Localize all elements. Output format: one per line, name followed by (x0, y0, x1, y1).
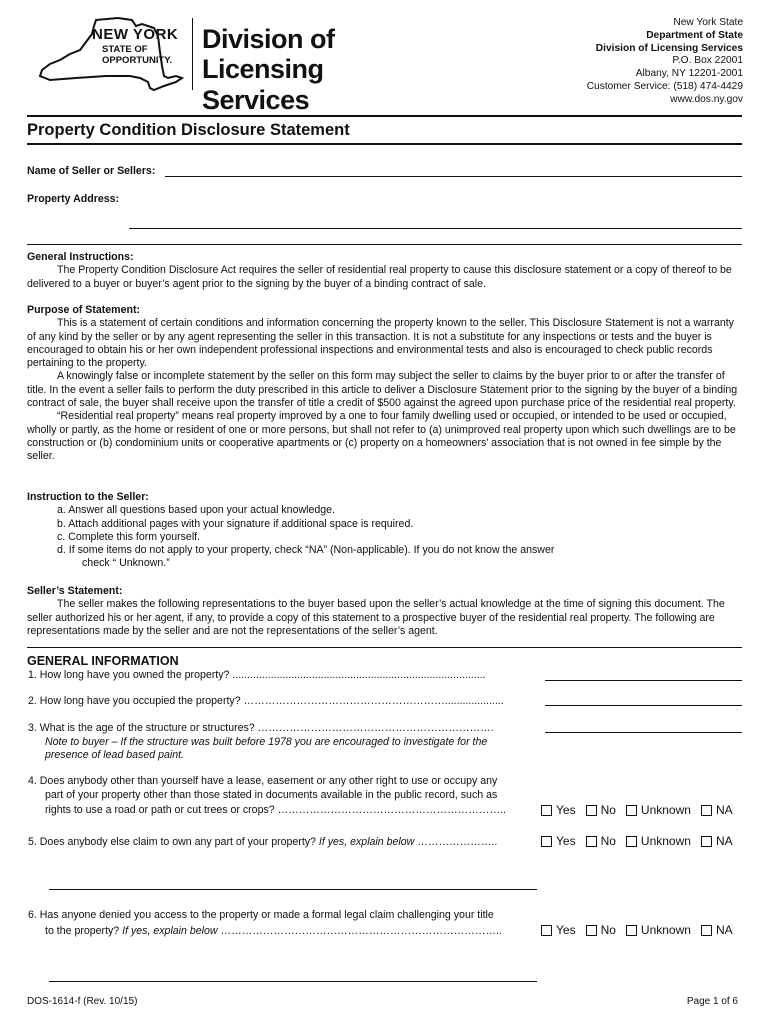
address-line4: P.O. Box 22001 (672, 55, 743, 67)
q4-yes-option[interactable] (541, 803, 576, 817)
question-4-options (541, 803, 743, 817)
general-instructions (27, 251, 743, 291)
q6-unknown-label: Unknown (640, 923, 691, 937)
general-instructions-body: The Property Condition Disclosure Act requires the seller of residential real property to cause this disclosure statement or a copy of thereof to be delivered to a buyer or buyer’s agent prior to the signing by the buyer of a binding contract of sale. (27, 264, 732, 290)
title-rule-top (27, 115, 742, 117)
seller-name-label: Name of Seller or Sellers: (27, 165, 156, 177)
question-5-explain: If yes, explain below (318, 836, 415, 848)
q6-yes-option[interactable] (541, 923, 576, 937)
question-2: 2. How long have you occupied the property? ………………………………………………….................... (28, 695, 504, 707)
instruction-to-seller (27, 491, 743, 571)
question-6-line2 (45, 925, 535, 937)
sellers-statement-heading: Seller’s Statement: (27, 585, 123, 597)
question-5-dots: ………………….. (417, 836, 498, 848)
q5-na-label: NA (715, 834, 733, 848)
q4-na-checkbox[interactable] (701, 805, 712, 816)
q5-no-checkbox[interactable] (586, 836, 597, 847)
question-3: 3. What is the age of the structure or structures? …………………………………………………………. (28, 722, 494, 734)
question-6-line1: 6. Has anyone denied you access to the property or made a formal legal claim challenging your title (28, 909, 494, 921)
q6-no-label: No (600, 923, 616, 937)
q5-na-checkbox[interactable] (701, 836, 712, 847)
q6-na-label: NA (715, 923, 733, 937)
property-address-label: Property Address: (27, 193, 120, 205)
property-address-field-line1[interactable] (129, 228, 742, 229)
address-line1: New York State (673, 17, 743, 28)
logo-state-name: NEW YORK (92, 26, 179, 43)
instruction-item-c: c. Complete this form yourself. (57, 530, 201, 543)
q4-yes-label: Yes (556, 803, 576, 817)
form-number: DOS-1614-f (Rev. 10/15) (27, 996, 138, 1007)
address-line5: Albany, NY 12201-2001 (635, 68, 743, 80)
answer-field-3[interactable] (545, 732, 742, 733)
q4-na-option[interactable] (701, 803, 733, 817)
question-3-note-line1: Note to buyer – If the structure was built before 1978 you are encouraged to investigate for the (45, 736, 488, 748)
website-link[interactable]: www.dos.ny.gov (670, 93, 743, 105)
q4-no-label: No (600, 803, 616, 817)
q5-unknown-option[interactable] (626, 834, 691, 848)
logo-tagline-2: OPPORTUNITY. (102, 55, 173, 66)
sellers-statement-body: The seller makes the following representations to the buyer based upon the seller’s actual knowledge at the time of signing this document. The seller authorized his or her agent, if any, to provide a copy of this statement to a prospective buyer of the residential real property. The following are representations made by the seller and are not the representations of the seller’s agent. (27, 598, 725, 637)
division-title-line1: Division of (202, 24, 335, 54)
q5-no-option[interactable] (586, 834, 616, 848)
general-instructions-heading: General Instructions: (27, 251, 134, 263)
q6-yes-label: Yes (556, 923, 576, 937)
q6-no-checkbox[interactable] (586, 925, 597, 936)
seller-name-field[interactable] (165, 176, 742, 177)
question-6-explain: If yes, explain below (122, 925, 218, 937)
purpose-paragraph-3: “Residential real property” means real property improved by a one to four family dwelling used or occupied, or intended to be used or occupied, wholly or partly, as the home or resident of one or more persons, but shall not refer to (a) unimproved real property upon which such dwellings are to be construction or (b) condominium units or cooperative apartments or (c) property on a homeowners’ association that is not owned in fee simple by the seller. (27, 410, 736, 463)
address-line6: Customer Service: (518) 474-4429 (586, 80, 743, 92)
q6-no-option[interactable] (586, 923, 616, 937)
nys-logo (36, 16, 416, 115)
q5-yes-label: Yes (556, 834, 576, 848)
address-line3: Division of Licensing Services (595, 42, 743, 54)
question-6-dots: …………………………………………………………………….. (220, 925, 502, 937)
q5-unknown-checkbox[interactable] (626, 836, 637, 847)
question-1: 1. How long have you owned the property? ...................................................................................... (28, 669, 486, 681)
purpose-paragraph-1: This is a statement of certain conditions and information concerning the property known to the seller. This Disclosure Statement is not a warranty of any kind by the seller or by any agent representing the seller in this transaction. It is not a substitute for any inspections or tests and the buyer is encouraged to obtain his or her own independent professional inspections and environmental tests and also is encouraged to check public records pertaining to the property. (27, 317, 734, 370)
instruction-item-d-cont: check “ Unknown.” (82, 557, 170, 570)
question-5-options (541, 834, 743, 848)
question-3-note-line2: presence of lead based paint. (45, 749, 184, 761)
question-5-explanation-field[interactable] (49, 889, 537, 890)
q6-na-checkbox[interactable] (701, 925, 712, 936)
title-rule-bottom (27, 143, 742, 145)
question-4-line2: part of your property other than those stated in documents available in the public record, such as (45, 789, 498, 801)
question-4-line1: 4. Does anybody other than yourself have a lease, easement or any other right to use or occupy any (28, 775, 498, 787)
q6-unknown-checkbox[interactable] (626, 925, 637, 936)
purpose-heading: Purpose of Statement: (27, 304, 141, 316)
q6-yes-checkbox[interactable] (541, 925, 552, 936)
question-5-text: 5. Does anybody else claim to own any part of your property? (28, 836, 316, 848)
q4-unknown-option[interactable] (626, 803, 691, 817)
q4-no-checkbox[interactable] (586, 805, 597, 816)
q4-unknown-label: Unknown (640, 803, 691, 817)
instruction-item-a: a. Answer all questions based upon your actual knowledge. (57, 504, 335, 517)
q5-yes-checkbox[interactable] (541, 836, 552, 847)
answer-field-1[interactable] (545, 680, 742, 681)
q5-no-label: No (600, 834, 616, 848)
property-address-field-line2[interactable] (27, 244, 742, 245)
division-title-line2: Licensing Services (202, 54, 324, 115)
question-5 (28, 836, 497, 848)
q6-unknown-option[interactable] (626, 923, 691, 937)
q5-yes-option[interactable] (541, 834, 576, 848)
question-4-line3: rights to use a road or path or cut trees or crops? ……………………………………………………….. (45, 804, 506, 816)
q6-na-option[interactable] (701, 923, 733, 937)
question-6-text: to the property? (45, 925, 120, 937)
answer-field-2[interactable] (545, 705, 742, 706)
q4-no-option[interactable] (586, 803, 616, 817)
instruction-item-b: b. Attach additional pages with your signature if additional space is required. (57, 517, 414, 530)
instruction-item-d: d. If some items do not apply to your property, check “NA” (Non-applicable). If you do not know the answer (57, 544, 555, 557)
q5-na-option[interactable] (701, 834, 733, 848)
q4-unknown-checkbox[interactable] (626, 805, 637, 816)
q5-unknown-label: Unknown (640, 834, 691, 848)
q4-yes-checkbox[interactable] (541, 805, 552, 816)
logo-divider (192, 18, 193, 90)
agency-address (587, 17, 743, 107)
page-number: Page 1 of 6 (686, 996, 738, 1007)
general-information-heading: GENERAL INFORMATION (27, 654, 179, 668)
logo-tagline-1: STATE OF (102, 44, 148, 55)
section-divider (27, 647, 742, 648)
address-line2: Department of State (646, 29, 743, 41)
sellers-statement (27, 585, 743, 638)
page-title: Property Condition Disclosure Statement (27, 121, 350, 139)
question-6-explanation-field[interactable] (49, 981, 537, 982)
question-6-options (541, 923, 743, 937)
instruction-heading: Instruction to the Seller: (27, 491, 149, 503)
q4-na-label: NA (715, 803, 733, 817)
purpose-paragraph-2: A knowingly false or incomplete statement by the seller on this form may subject the seller to claims by the buyer prior to or after the transfer of title. In the event a seller fails to perform the duty prescribed in this article to deliver a Disclosure Statement prior to the signing by the buyer of a binding contract of sale, the buyer shall receive upon the transfer of title a credit of $500 against the agreed upon purchase price of the residential real property. (27, 370, 738, 410)
purpose-of-statement (27, 304, 743, 464)
